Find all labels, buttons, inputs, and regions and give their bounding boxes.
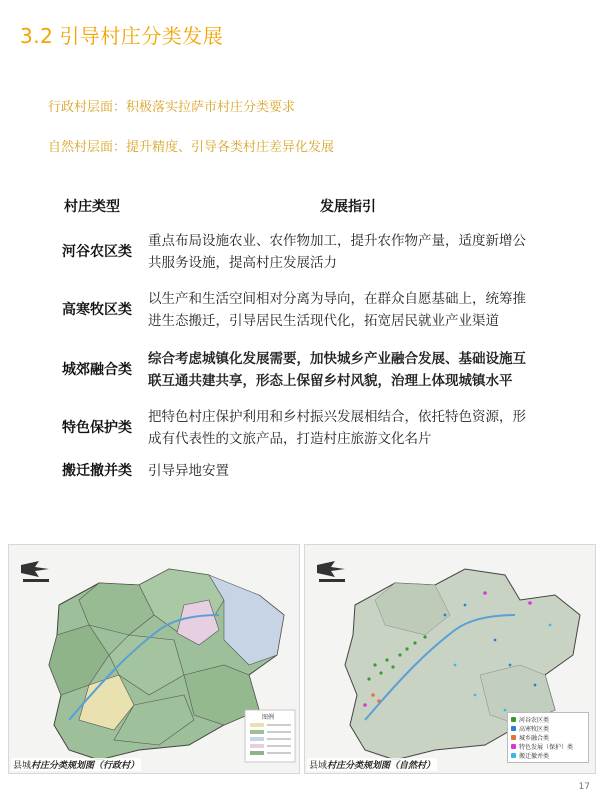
map-caption — [307, 758, 437, 771]
admin-village-map-graphic — [9, 545, 299, 773]
legend-item — [511, 751, 585, 760]
legend-item — [511, 742, 585, 751]
legend-item — [511, 724, 585, 733]
guide-line: 综合考虑城镇化发展需要，加快城乡产业融合发展、基础设施互 — [148, 351, 526, 367]
village-type-label: 高寒牧区类 — [62, 302, 132, 318]
guide-line: 联互通共建共享，形态上保留乡村风貌，治理上体现城镇水平 — [148, 373, 513, 389]
scale-bar — [319, 579, 345, 582]
guide-text — [148, 406, 563, 450]
guide-line: 以生产和生活空间相对分离为导向，在群众自愿基础上，统筹推 — [148, 291, 526, 307]
caption-suffix: （自然村） — [390, 761, 436, 771]
caption-prefix: 县域 — [309, 761, 328, 771]
table-header-guide: 发展指引 — [320, 199, 376, 215]
caption-suffix: （行政村） — [94, 761, 140, 771]
guide-line: 把特色村庄保护利用和乡村振兴发展相结合，依托特色资源，形 — [148, 409, 526, 425]
legend-swatch — [511, 735, 516, 740]
table-header-type: 村庄类型 — [64, 199, 120, 215]
legend-label: 城乡融合类 — [519, 735, 550, 742]
section-title-text: 引导村庄分类发展 — [59, 24, 224, 48]
legend-swatch — [511, 726, 516, 731]
legend-label: 特色发展（保护）类 — [519, 744, 574, 751]
legend-label: 搬迁撤并类 — [519, 753, 550, 760]
legend-swatch — [511, 717, 516, 722]
guide-line: 重点布局设施农业、农作物加工，提升农作物产量，适度新增公 — [148, 233, 526, 249]
village-type-label: 特色保护类 — [62, 420, 132, 436]
caption-prefix: 县城 — [13, 761, 32, 771]
village-type-label: 河谷农区类 — [62, 244, 132, 260]
guide-text — [148, 460, 563, 482]
legend-swatch — [511, 753, 516, 758]
subtitle-natural-village: 自然村层面：提升精度、引导各类村庄差异化发展 — [48, 140, 335, 155]
legend-swatch — [511, 744, 516, 749]
guide-text — [148, 348, 563, 392]
map-legend — [507, 712, 589, 763]
caption-title: 村庄分类规划图 — [31, 761, 95, 771]
page-number: 17 — [578, 782, 590, 792]
caption-title: 村庄分类规划图 — [327, 761, 391, 771]
village-type-label: 城郊融合类 — [62, 362, 132, 378]
scale-bar — [23, 579, 49, 582]
admin-village-map — [8, 544, 300, 774]
subtitle-admin-village: 行政村层面：积极落实拉萨市村庄分类要求 — [48, 100, 296, 115]
guide-line: 成有代表性的文旅产品，打造村庄旅游文化名片 — [148, 431, 432, 447]
legend-item — [511, 733, 585, 742]
section-title — [20, 20, 223, 49]
guide-text — [148, 288, 563, 332]
guide-line: 进生态搬迁，引导居民生活现代化，拓宽居民就业产业渠道 — [148, 313, 499, 329]
legend-title: 图例 — [261, 714, 274, 721]
legend-item — [511, 715, 585, 724]
map-caption — [11, 758, 141, 771]
guide-line: 引导异地安置 — [148, 463, 229, 479]
natural-village-map — [304, 544, 596, 774]
legend-label: 河谷农区类 — [519, 717, 550, 724]
guide-line: 共服务设施，提高村庄发展活力 — [148, 255, 337, 271]
legend-label: 高寒牧区类 — [519, 726, 550, 733]
section-number: 3.2 — [20, 24, 54, 48]
guide-text — [148, 230, 563, 274]
village-type-label: 搬迁撤并类 — [62, 463, 132, 479]
